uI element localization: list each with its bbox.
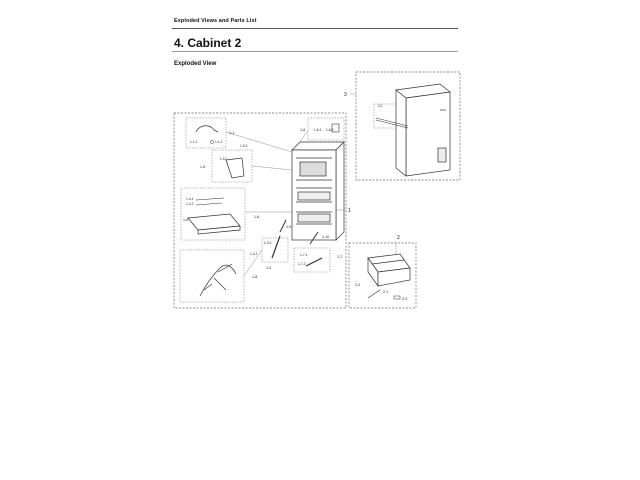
callout-3-1: 3-1 — [378, 104, 383, 108]
callout-1-7: 1-7 — [337, 255, 343, 259]
callout-1-5: 1-5 — [200, 165, 206, 169]
callout-1-3-2: 1-3-2 — [264, 241, 272, 245]
part-1-3-rod — [272, 236, 280, 258]
part-1-4-2-bar — [196, 203, 222, 205]
part-1-8-wire-harness — [200, 264, 236, 296]
part-1-1-hinge — [196, 126, 218, 132]
subsection-title: Exploded View — [174, 61, 217, 67]
part-1-4-1-bar — [196, 198, 224, 200]
callout-1-3-1: 1-3-1 — [250, 252, 258, 256]
callout-1-5-1: 1-5-1 — [220, 157, 228, 161]
callout-1: 1 — [348, 208, 351, 214]
part-group-1-8-box — [180, 250, 244, 302]
callout-1-6-2: 1-6-2 — [326, 128, 334, 132]
section-title: 4. Cabinet 2 — [174, 36, 242, 50]
callout-1-7-2: 1-7-2 — [298, 262, 306, 266]
part-group-1-7-box — [294, 248, 330, 272]
callout-2: 2 — [397, 235, 400, 241]
callout-3: 3 — [344, 92, 347, 98]
document-header-label: Exploded Views and Parts List — [174, 18, 257, 24]
callout-1-3: 1-3 — [266, 266, 272, 270]
callout-1-6-1: 1-6-1 — [314, 128, 322, 132]
callout-1-6: 1-6 — [300, 128, 306, 132]
callout-1-1: 1-1 — [229, 131, 235, 135]
part-2-1-rod — [368, 290, 380, 298]
part-1-7-rod — [306, 258, 322, 266]
cabinet-body-drawing — [292, 142, 344, 240]
part-1-5-bracket — [226, 158, 244, 178]
callout-1-4-1: 1-4-1 — [186, 197, 194, 201]
callout-1-6b: 1-6 — [254, 215, 260, 219]
callout-2-3: 2-3 — [402, 297, 408, 301]
shelf-part-1-4 — [188, 214, 240, 234]
bottom-tray-drawing — [368, 254, 410, 286]
callout-2-1: 2-1 — [383, 290, 389, 294]
callout-1-1-1: 1-1-1 — [190, 140, 198, 144]
callout-1-1-2: 1-1-2 — [215, 140, 223, 144]
callout-1-10: 1-10 — [322, 235, 330, 239]
part-2-3-clip — [394, 296, 400, 299]
outer-case-drawing — [396, 84, 450, 176]
part-1-1-2-screw — [210, 140, 213, 143]
callout-1-4-2: 1-4-2 — [186, 202, 194, 206]
callout-1-9: 1-9 — [286, 225, 292, 229]
callout-1-4: 1-4 — [183, 218, 189, 222]
callout-1-7-1: 1-7-1 — [300, 253, 308, 257]
callout-1-5-2: 1-5-2 — [240, 144, 248, 148]
callout-1-8: 1-8 — [252, 275, 258, 279]
callout-2-2: 2-2 — [355, 283, 361, 287]
